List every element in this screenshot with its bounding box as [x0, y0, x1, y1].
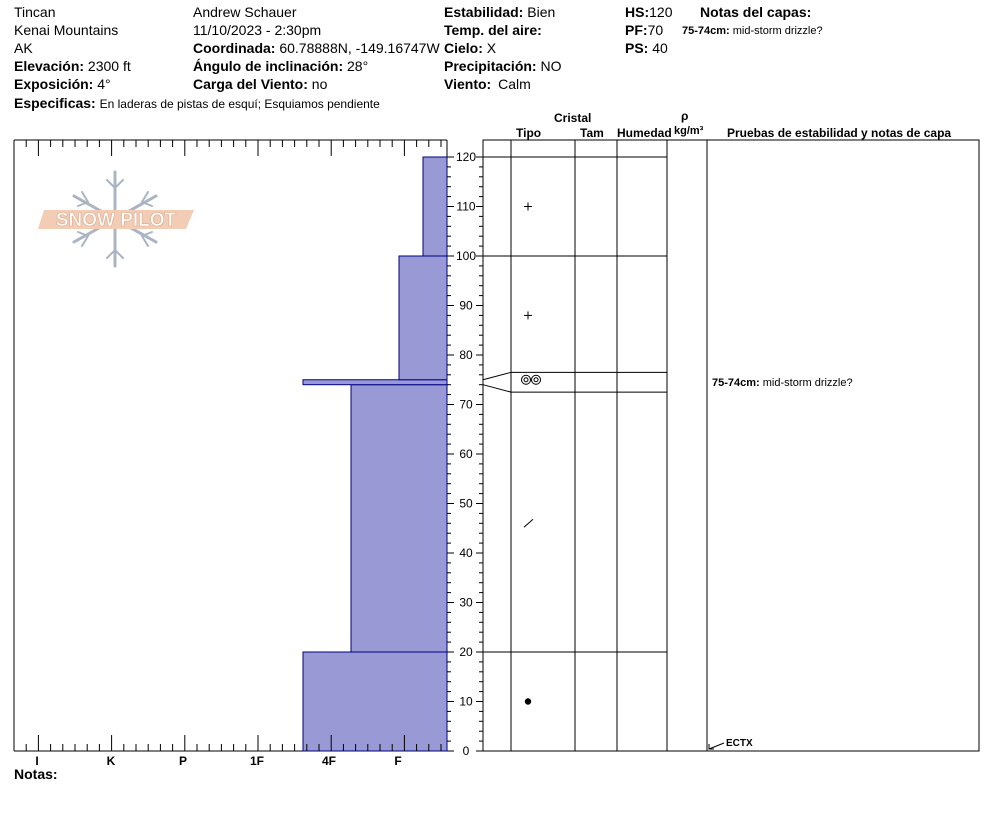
wind-loading-value: no: [311, 76, 328, 92]
hardness-label: K: [106, 754, 116, 768]
melt-freeze-icon: [524, 378, 528, 382]
stability-test-pointer: [709, 743, 724, 749]
layer-note-range: 75-74cm:: [682, 25, 730, 37]
height-label: 100: [455, 249, 477, 263]
coordinates-value: 60.78888N, -149.16747W: [279, 40, 440, 56]
height-axis: [447, 150, 483, 758]
stability-test-label: ECTX: [726, 738, 753, 749]
coordinates-label: Coordinada:: [193, 40, 276, 56]
height-label: 90: [459, 298, 473, 313]
height-label: 80: [459, 348, 473, 362]
height-label: 50: [459, 496, 473, 511]
sky-label: Cielo:: [444, 40, 483, 56]
col-header-crystal: Cristal: [554, 111, 592, 125]
height-label: 120: [455, 150, 477, 164]
hs-label: HS:: [625, 4, 650, 20]
hardness-bar: [303, 380, 447, 385]
wind-loading-label: Carga del Viento:: [193, 76, 308, 92]
height-label: 0: [462, 744, 470, 758]
col-header-moisture: Humedad: [617, 126, 672, 140]
elevation-label: Elevación:: [14, 58, 85, 74]
col-header-density-unit: kg/m³: [674, 125, 704, 137]
layer-connector: [483, 385, 511, 392]
sky-value: X: [486, 40, 497, 56]
ps-value: 40: [652, 40, 668, 56]
slope-angle-value: 28°: [347, 58, 369, 74]
stability-value: Bien: [527, 4, 556, 20]
melt-freeze-icon: [522, 375, 531, 384]
notes-label: Notas:: [14, 766, 58, 782]
hs-value: 120: [649, 4, 673, 20]
height-label: 110: [456, 199, 476, 214]
height-label: 10: [459, 694, 473, 709]
aspect-value: 4°: [97, 76, 111, 92]
hardness-bar: [303, 652, 447, 751]
layer-notes-title: Notas del capas:: [700, 4, 812, 20]
height-label: 70: [459, 397, 473, 412]
specifics-value: En laderas de pistas de esquí; Esquiamos pendiente: [99, 97, 380, 111]
stability-label: Estabilidad:: [444, 4, 524, 20]
grain-symbols: [522, 203, 541, 705]
location-name: Tincan: [14, 4, 56, 20]
stability-tests: [709, 738, 753, 749]
layer-connector: [483, 372, 511, 379]
air-temp-label: Temp. del aire:: [444, 22, 542, 38]
hardness-bars: [303, 157, 447, 751]
pf-value: 70: [647, 22, 664, 38]
height-label: 60: [459, 447, 473, 461]
aspect-label: Exposición:: [14, 76, 94, 92]
mountain-range: Kenai Mountains: [14, 22, 119, 38]
hardness-bar: [351, 385, 447, 652]
specifics-label: Especificas:: [14, 95, 96, 111]
melt-freeze-icon: [534, 378, 538, 382]
hardness-label: P: [178, 754, 188, 768]
melt-freeze-icon: [532, 375, 541, 384]
pf-label: PF:: [625, 22, 648, 38]
hardness-bar: [423, 157, 447, 256]
hardness-label: 4F: [321, 754, 337, 768]
layer-notes-column: [712, 377, 853, 389]
hardness-axis-labels: [35, 754, 401, 768]
datetime: 11/10/2023 - 2:30pm: [193, 22, 322, 38]
layer-note-in-table: 75-74cm: mid-storm drizzle?: [712, 377, 853, 390]
logo-text: SNOW PILOT: [55, 210, 177, 231]
hardness-bar: [399, 256, 447, 380]
col-header-type: Tipo: [516, 126, 542, 140]
decomposing-fragments-icon: [524, 519, 533, 527]
height-label: 30: [459, 595, 473, 610]
precipitation-value: NO: [540, 58, 562, 74]
layer-note-text: mid-storm drizzle?: [732, 25, 823, 37]
hardness-label: I: [35, 754, 39, 768]
state: AK: [14, 40, 33, 56]
rounded-grains-icon: [525, 698, 531, 704]
elevation-value: 2300 ft: [87, 58, 131, 74]
ps-label: PS:: [625, 40, 649, 56]
wind-label: Viento:: [444, 76, 492, 92]
crystal-table-frame: [483, 140, 979, 751]
col-header-size: Tam: [580, 126, 604, 140]
slope-angle-label: Ángulo de inclinación:: [193, 58, 344, 74]
hardness-label: 1F: [249, 754, 265, 768]
precipitation-label: Precipitación:: [444, 58, 537, 74]
col-header-rho: ρ: [681, 109, 689, 123]
snowpilot-logo: [38, 172, 194, 266]
wind-value: Calm: [498, 76, 531, 92]
col-header-tests: Pruebas de estabilidad y notas de capa: [727, 126, 952, 140]
height-label: 40: [459, 546, 473, 560]
observer: Andrew Schauer: [193, 4, 297, 20]
height-label: 20: [459, 645, 473, 659]
hardness-label: F: [394, 754, 402, 768]
